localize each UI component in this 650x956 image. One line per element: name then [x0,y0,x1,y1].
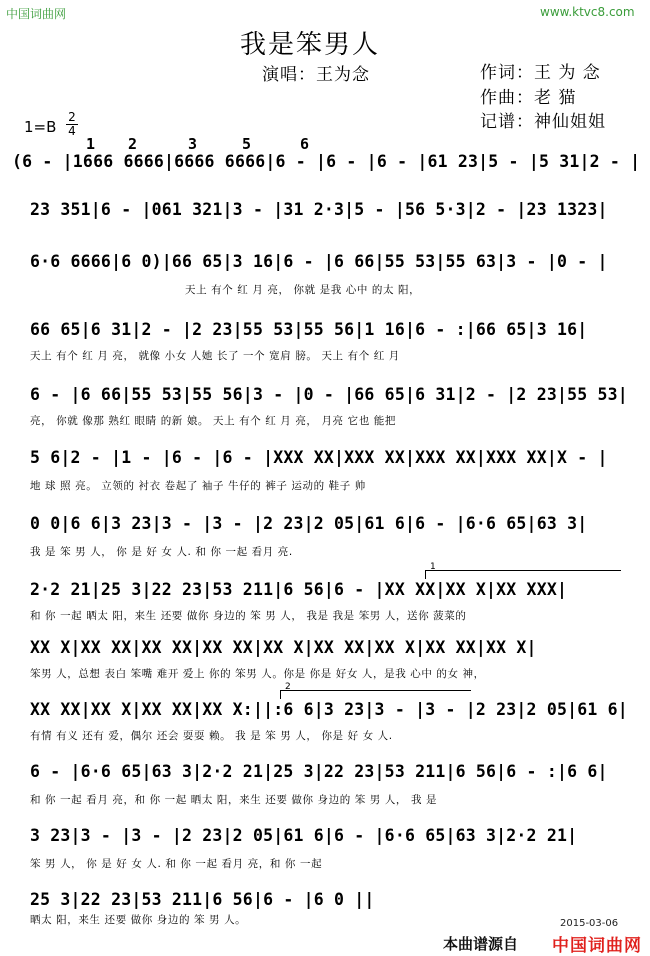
lyrics-line-4: 天上 有个 红 月 亮， 就像 小女 人她 长了 一个 宽肩 膀。 天上 有个 红 月 [30,350,400,362]
footer-source-label: 本曲谱源自 [443,935,519,953]
publish-date: 2015-03-06 [560,918,619,929]
lyricist-credit: 作词：王 为 念 [480,63,601,83]
site-watermark-left: 中国词曲网 [6,7,67,21]
lyrics-line-8: 和 你 一起 晒太 阳，来生 还要 做你 身边的 笨 男 人， 我是 我是 笨男 人，送你 菠菜的 [30,610,467,622]
transcriber-credit: 记谱：神仙姐姐 [480,112,606,132]
footer-site-name: 中国词曲网 [552,936,642,956]
time-signature [66,112,78,137]
song-title: 我是笨男人 [240,30,381,60]
intro-high-note-3: 3 [188,135,198,153]
composer-credit: 作曲：老 猫 [480,88,577,108]
notation-line-6: 5 6|2 - |1 - |6 - |6 - |XXX XX|XXX XX|XXX XX|XXX XX|X - | [30,448,608,467]
intro-high-note-4: 5 [242,135,252,153]
time-signature-top: 2 [68,110,76,124]
lyrics-line-12: 笨 男 人， 你 是 好 女 人. 和 你 一起 看月 亮，和 你 一起 [30,858,323,870]
site-watermark-right: www.ktvc8.com [540,5,635,19]
notation-line-1: (6 - |1666 6666|6666 6666|6 - |6 - |6 - |61 23|5 - |5 31|2 - | [12,152,641,171]
time-signature-bottom: 4 [68,124,76,138]
intro-high-note-2: 2 [128,135,138,153]
lyrics-line-3: 天上 有个 红 月 亮， 你就 是我 心中 的太 阳， [185,284,421,296]
notation-line-9: XX X|XX XX|XX XX|XX XX|XX X|XX XX|XX X|XX XX|XX X| [30,638,537,657]
notation-line-13: 25 3|22 23|53 211|6 56|6 - |6 0 || [30,890,375,909]
lyrics-line-6: 地 球 照 亮。 立领的 衬衣 卷起了 袖子 牛仔的 裤子 运动的 鞋子 帅 [30,480,366,492]
notation-line-11: 6 - |6·6 65|63 3|2·2 21|25 3|22 23|53 211|6 56|6 - :|6 6| [30,762,608,781]
lyrics-line-13: 晒太 阳，来生 还要 做你 身边的 笨 男 人。 [30,914,247,926]
volta-bracket-1 [425,562,621,579]
singer-credit: 演唱：王为念 [262,65,370,85]
lyrics-line-10: 有情 有义 还有 爱，偶尔 还会 耍耍 赖。 我 是 笨 男 人， 你是 好 女 人. [30,730,393,742]
notation-line-4: 66 65|6 31|2 - |2 23|55 53|55 56|1 16|6 - :|66 65|3 16| [30,320,588,339]
lyrics-line-9: 笨男 人，总想 表白 笨嘴 难开 爱上 你的 笨男 人。你是 你是 好女 人，是我 心中 的女 神， [30,668,485,680]
notation-line-12: 3 23|3 - |3 - |2 23|2 05|61 6|6 - |6·6 65|63 3|2·2 21| [30,826,578,845]
notation-line-3: 6·6 6666|6 0)|66 65|3 16|6 - |6 66|55 53|55 63|3 - |0 - | [30,252,608,271]
notation-line-7: 0 0|6 6|3 23|3 - |3 - |2 23|2 05|61 6|6 - |6·6 65|63 3| [30,514,588,533]
key-signature: 1=B [24,118,57,136]
lyrics-line-7: 我 是 笨 男 人， 你 是 好 女 人. 和 你 一起 看月 亮. [30,546,293,558]
volta-number-2: 2 [285,682,291,692]
intro-high-note-5: 6 [300,135,310,153]
volta-bracket-2 [280,682,471,699]
notation-line-5: 6 - |6 66|55 53|55 56|3 - |0 - |66 65|6 31|2 - |2 23|55 53| [30,385,628,404]
lyrics-line-5: 亮， 你就 像那 熟红 眼睛 的新 娘。 天上 有个 红 月 亮， 月亮 它也 能把 [30,415,396,427]
notation-line-8: 2·2 21|25 3|22 23|53 211|6 56|6 - |XX XX|XX X|XX XXX| [30,580,568,599]
volta-number-1: 1 [430,562,436,572]
notation-line-10: XX XX|XX X|XX XX|XX X:||:6 6|3 23|3 - |3 - |2 23|2 05|61 6| [30,700,628,719]
lyrics-line-11: 和 你 一起 看月 亮，和 你 一起 晒太 阳，来生 还要 做你 身边的 笨 男 人， 我 是 [30,794,438,806]
intro-high-note-1: 1 [86,135,96,153]
notation-line-2: 23 351|6 - |061 321|3 - |31 2·3|5 - |56 5·3|2 - |23 1323| [30,200,608,219]
